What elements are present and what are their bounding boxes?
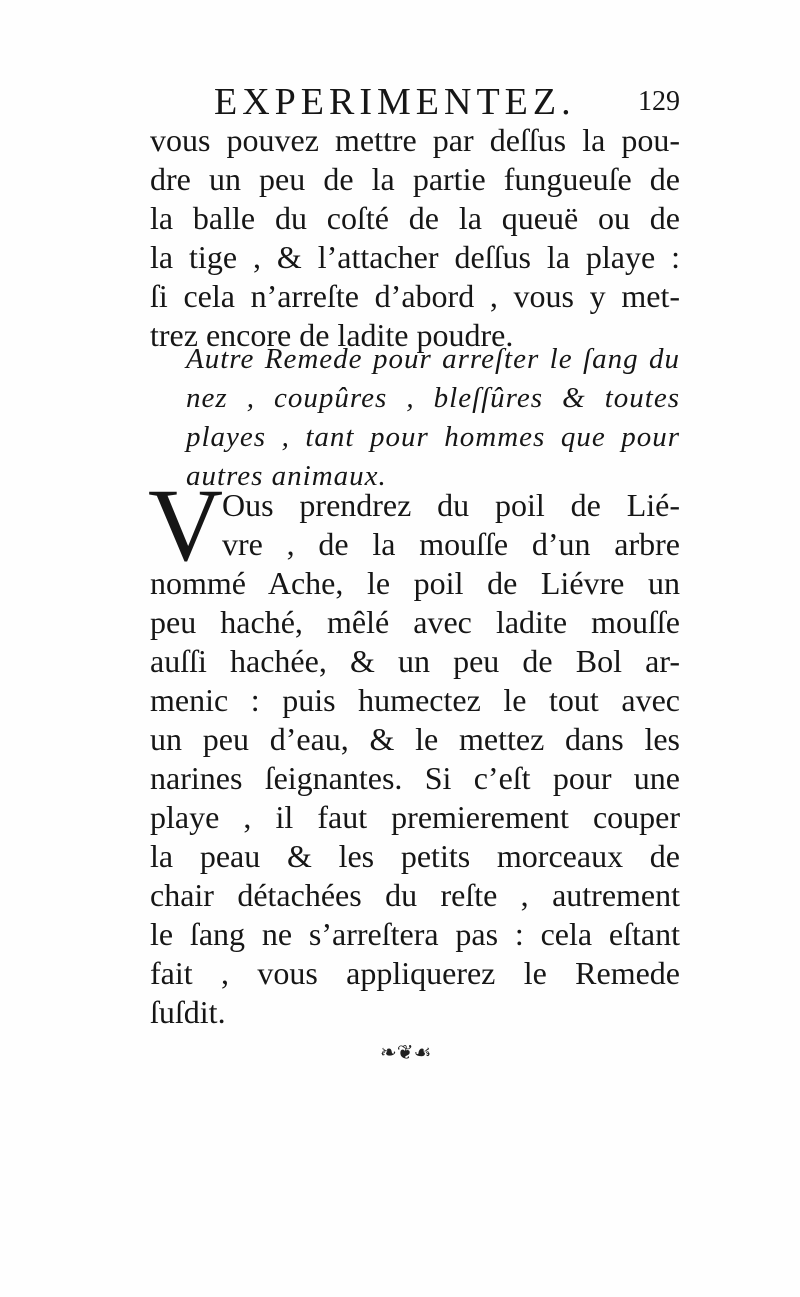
fleuron-ornament-icon: ❧❦☙	[380, 1040, 432, 1064]
drop-cap: V	[148, 468, 224, 583]
text-line: la tige , & l’attacher deſſus la playe :	[150, 239, 680, 275]
heading-line: Autre Remede pour arreſter le ſang du	[186, 343, 680, 375]
text-line: dre un peu de la partie fungueuſe de	[150, 161, 680, 197]
text-line: trez encore de ladite poudre.	[150, 317, 514, 353]
page-number: 129	[638, 86, 680, 117]
text-line: chair détachées du reſte , autrement	[150, 877, 680, 913]
text-line: vous pouvez mettre par deſſus la pou-	[150, 122, 680, 158]
running-title: EXPERIMENTEZ.	[214, 81, 576, 123]
heading-line: playes , tant pour hommes que pour	[186, 421, 680, 453]
heading-line: nez , coupûres , bleſſûres & toutes	[186, 382, 680, 414]
paragraph-continued	[150, 121, 680, 355]
remedy-heading	[186, 340, 680, 496]
text-line: un peu d’eau, & le mettez dans les	[150, 721, 680, 757]
heading-line: autres animaux.	[186, 460, 387, 492]
text-line: ſi cela n’arreſte d’abord , vous y met-	[150, 278, 680, 314]
text-line: fait , vous appliquerez le Remede	[150, 955, 680, 991]
text-line: menic : puis humectez le tout avec	[150, 682, 680, 718]
text-line: playe , il faut premierement couper	[150, 799, 680, 835]
text-line: le ſang ne s’arreſtera pas : cela eſtant	[150, 916, 680, 952]
text-line: la balle du coſté de la queuë ou de	[150, 200, 680, 236]
text-line: nommé Ache, le poil de Liévre un	[150, 565, 680, 601]
text-line: peu haché, mêlé avec ladite mouſſe	[150, 604, 680, 640]
text-line: vre , de la mouſſe d’un arbre	[222, 526, 680, 562]
text-line: ſuſdit.	[150, 994, 226, 1030]
remedy-paragraph	[150, 486, 680, 1032]
running-head	[150, 80, 680, 124]
text-line: la peau & les petits morceaux de	[150, 838, 680, 874]
text-line: auſſi hachée, & un peu de Bol ar-	[150, 643, 680, 679]
text-line: Ous prendrez du poil de Lié-	[222, 487, 680, 523]
text-line: narines ſeignantes. Si c’eſt pour une	[150, 760, 680, 796]
